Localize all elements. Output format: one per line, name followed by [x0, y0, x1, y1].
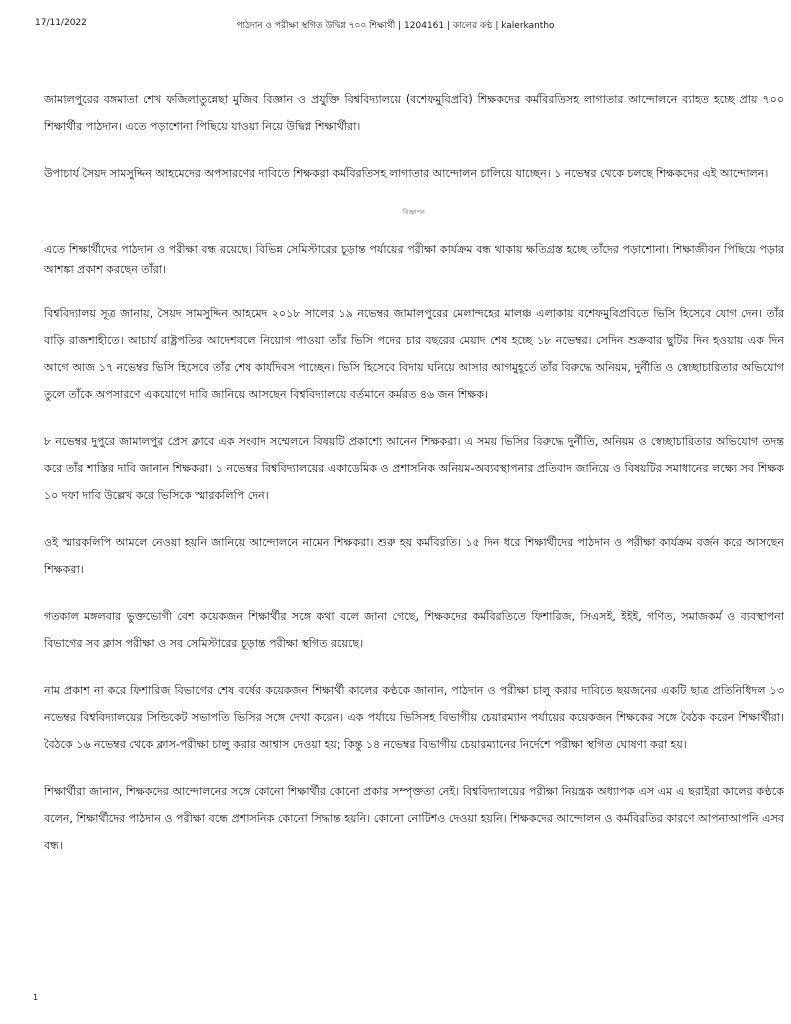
article-paragraph: নাম প্রকাশ না করে ফিশারিজ বিভাগের শেষ বর্ষের কয়েকজন শিক্ষার্থী কালের কণ্ঠকে জানান, পাঠদান ও পরীক্ষা চালু করার দাবিতে ছয়জনের একটি ছাত্র প্রতিনিধিদল ১৩ নভেম্বর বিশ্ববিদ্যালয়ের সিন্ডিকেট সভাপতি ভিসির সঙ্গে দেখা করেন। এক পর্যায়ে ভিসিসহ বিভাগীয় চেয়ারম্যান পর্যায়ের কয়েকজন শিক্ষকের সঙ্গে বৈঠক করেন শিক্ষার্থীরা। বৈঠকে ১৬ নভেম্বর থেকে ক্লাস-পরীক্ষা চালু করার আশ্বাস দেওয়া হয়; কিন্তু ১৪ নভেম্বর বিভাগীয় চেয়ারম্যানের নির্দেশে পরীক্ষা স্থগিত ঘোষণা করা হয়।: [44, 684, 784, 751]
advertisement-label: বিজ্ঞাপন: [403, 208, 425, 216]
article-paragraph: বিশ্ববিদ্যালয় সূত্র জানায়, সৈয়দ সামসুদ্দিন আহমেদ ২০১৮ সালের ১৯ নভেম্বর জামালপুরের মেলান্দহের মালঞ্চ এলাকায় বশেফমুবিপ্রবিতে ভিসি হিসেবে যোগ দেন। তাঁর বাড়ি রাজশাহীতে। আচার্য রাষ্ট্রপতির আদেশবলে নিয়োগ পাওয়া তাঁর ভিসি পদের চার বছরের মেয়াদ শেষ হচ্ছে ১৮ নভেম্বর। সেদিন শুক্রবার ছুটির দিন হওয়ায় এক দিন আগে আজ ১৭ নভেম্বর ভিসি হিসেবে তাঁর শেষ কার্যদিবস পাচ্ছেন। ভিসি হিসেবে বিদায় ঘনিয়ে আসার আগমুহূর্তে তাঁর বিরুদ্ধে অনিয়ম, দুর্নীতি ও স্বেচ্ছাচারিতার অভিযোগ তুলে তাঁকে অপসারণে একযোগে দাবি জানিয়ে আসছেন বিশ্ববিদ্যালয়ে বর্তমানে কর্মরত ৪৬ জন শিক্ষক।: [44, 307, 784, 401]
article-paragraph: ৮ নভেম্বর দুপুরে জামালপুর প্রেস ক্লাবে এক সংবাদ সম্মেলনে বিষয়টি প্রকাশ্যে আনেন শিক্ষকরা। এ সময় ভিসির বিরুদ্ধে দুর্নীতি, অনিয়ম ও স্বেচ্ছাচারিতার অভিযোগ তদন্ত করে তাঁর শাস্তির দাবি জানান শিক্ষকরা। ১ নভেম্বর বিশ্ববিদ্যালয়ের একাডেমিক ও প্রশাসনিক অনিয়ম-অব্যবস্থাপনার প্রতিবাদ জানিয়ে ও বিষয়টির সমাধানের লক্ষ্যে সব শিক্ষক ১০ দফা দাবি উল্লেখ করে ভিসিকে স্মারকলিপি দেন।: [44, 435, 784, 502]
article-paragraph: জামালপুরের বঙ্গমাতা শেখ ফজিলাতুন্নেছা মুজিব বিজ্ঞান ও প্রযুক্তি বিশ্ববিদ্যালয়ে (বশেফমুবিপ্রবি) শিক্ষকদের কর্মবিরতিসহ লাগাতার আন্দোলনে ব্যাহত হচ্ছে প্রায় ৭০০ শিক্ষার্থীর পাঠদান। এতে পড়াশোনা পিছিয়ে যাওয়া নিয়ে উদ্বিগ্ন শিক্ষার্থীরা।: [44, 93, 784, 133]
article-paragraph: শিক্ষার্থীরা জানান, শিক্ষকদের আন্দোলনের সঙ্গে কোনো শিক্ষার্থীর কোনো প্রকার সম্পৃক্ততা নেই। বিশ্ববিদ্যালয়ের পরীক্ষা নিয়ন্ত্রক অধ্যাপক এস এম এ ছরাইরা কালের কণ্ঠকে বলেন, শিক্ষার্থীদের পাঠদান ও পরীক্ষা বন্ধে প্রশাসনিক কোনো সিদ্ধান্ত হয়নি। কোনো নোটিশও দেওয়া হয়নি। শিক্ষকদের আন্দোলন ও কর্মবিরতির কারণে আপনাআপনি এসব বন্ধ।: [44, 785, 784, 852]
article-paragraph: গতকাল মঙ্গলবার ভুক্তভোগী বেশ কয়েকজন শিক্ষার্থীর সঙ্গে কথা বলে জানা গেছে, শিক্ষকদের কর্মবিরতিতে ফিশারিজ, সিএসই, ইইই, গণিত, সমাজকর্ম ও ব্যবস্থাপনা বিভাগের সব ক্লাস পরীক্ষা ও সব সেমিস্টারের চূড়ান্ত পরীক্ষা স্থগিত রয়েছে।: [44, 610, 784, 650]
print-date: 17/11/2022: [35, 18, 87, 28]
article-paragraph: এতে শিক্ষার্থীদের পাঠদান ও পরীক্ষা বন্ধ রয়েছে। বিভিন্ন সেমিস্টারের চূড়ান্ত পর্যায়ের পরীক্ষা কার্যক্রম বন্ধ থাকায় ক্ষতিগ্রস্ত হচ্ছে তাঁদের পড়াশোনা। শিক্ষাজীবন পিছিয়ে পড়ার আশঙ্কা প্রকাশ করছেন তাঁরা।: [44, 243, 784, 276]
article-paragraph: উপাচার্য সৈয়দ সামসুদ্দিন আহমেদের অপসারণের দাবিতে শিক্ষকরা কর্মবিরতিসহ লাগাতার আন্দোলন চালিয়ে যাচ্ছেন। ১ নভেম্বর থেকে চলছে শিক্ষকদের এই আন্দোলন।: [44, 167, 769, 180]
print-header: [0, 18, 791, 34]
page-number: 1: [33, 993, 39, 1002]
article-paragraph: ওই স্মারকলিপি আমলে নেওয়া হয়নি জানিয়ে আন্দোলনে নামেন শিক্ষকরা। শুরু হয় কর্মবিরতি। ১৫ দিন ধরে শিক্ষার্থীদের পাঠদান ও পরীক্ষা কার্যক্রম বর্জন করে আসছেন শিক্ষকরা।: [44, 536, 784, 576]
article-body: [44, 86, 784, 879]
print-page-title: পাঠদান ও পরীক্ষা স্থগিত উদ্বিগ্ন ৭০০ শিক্ষার্থী | 1204161 | কালের কণ্ঠ | kalerkantho: [236, 21, 555, 31]
